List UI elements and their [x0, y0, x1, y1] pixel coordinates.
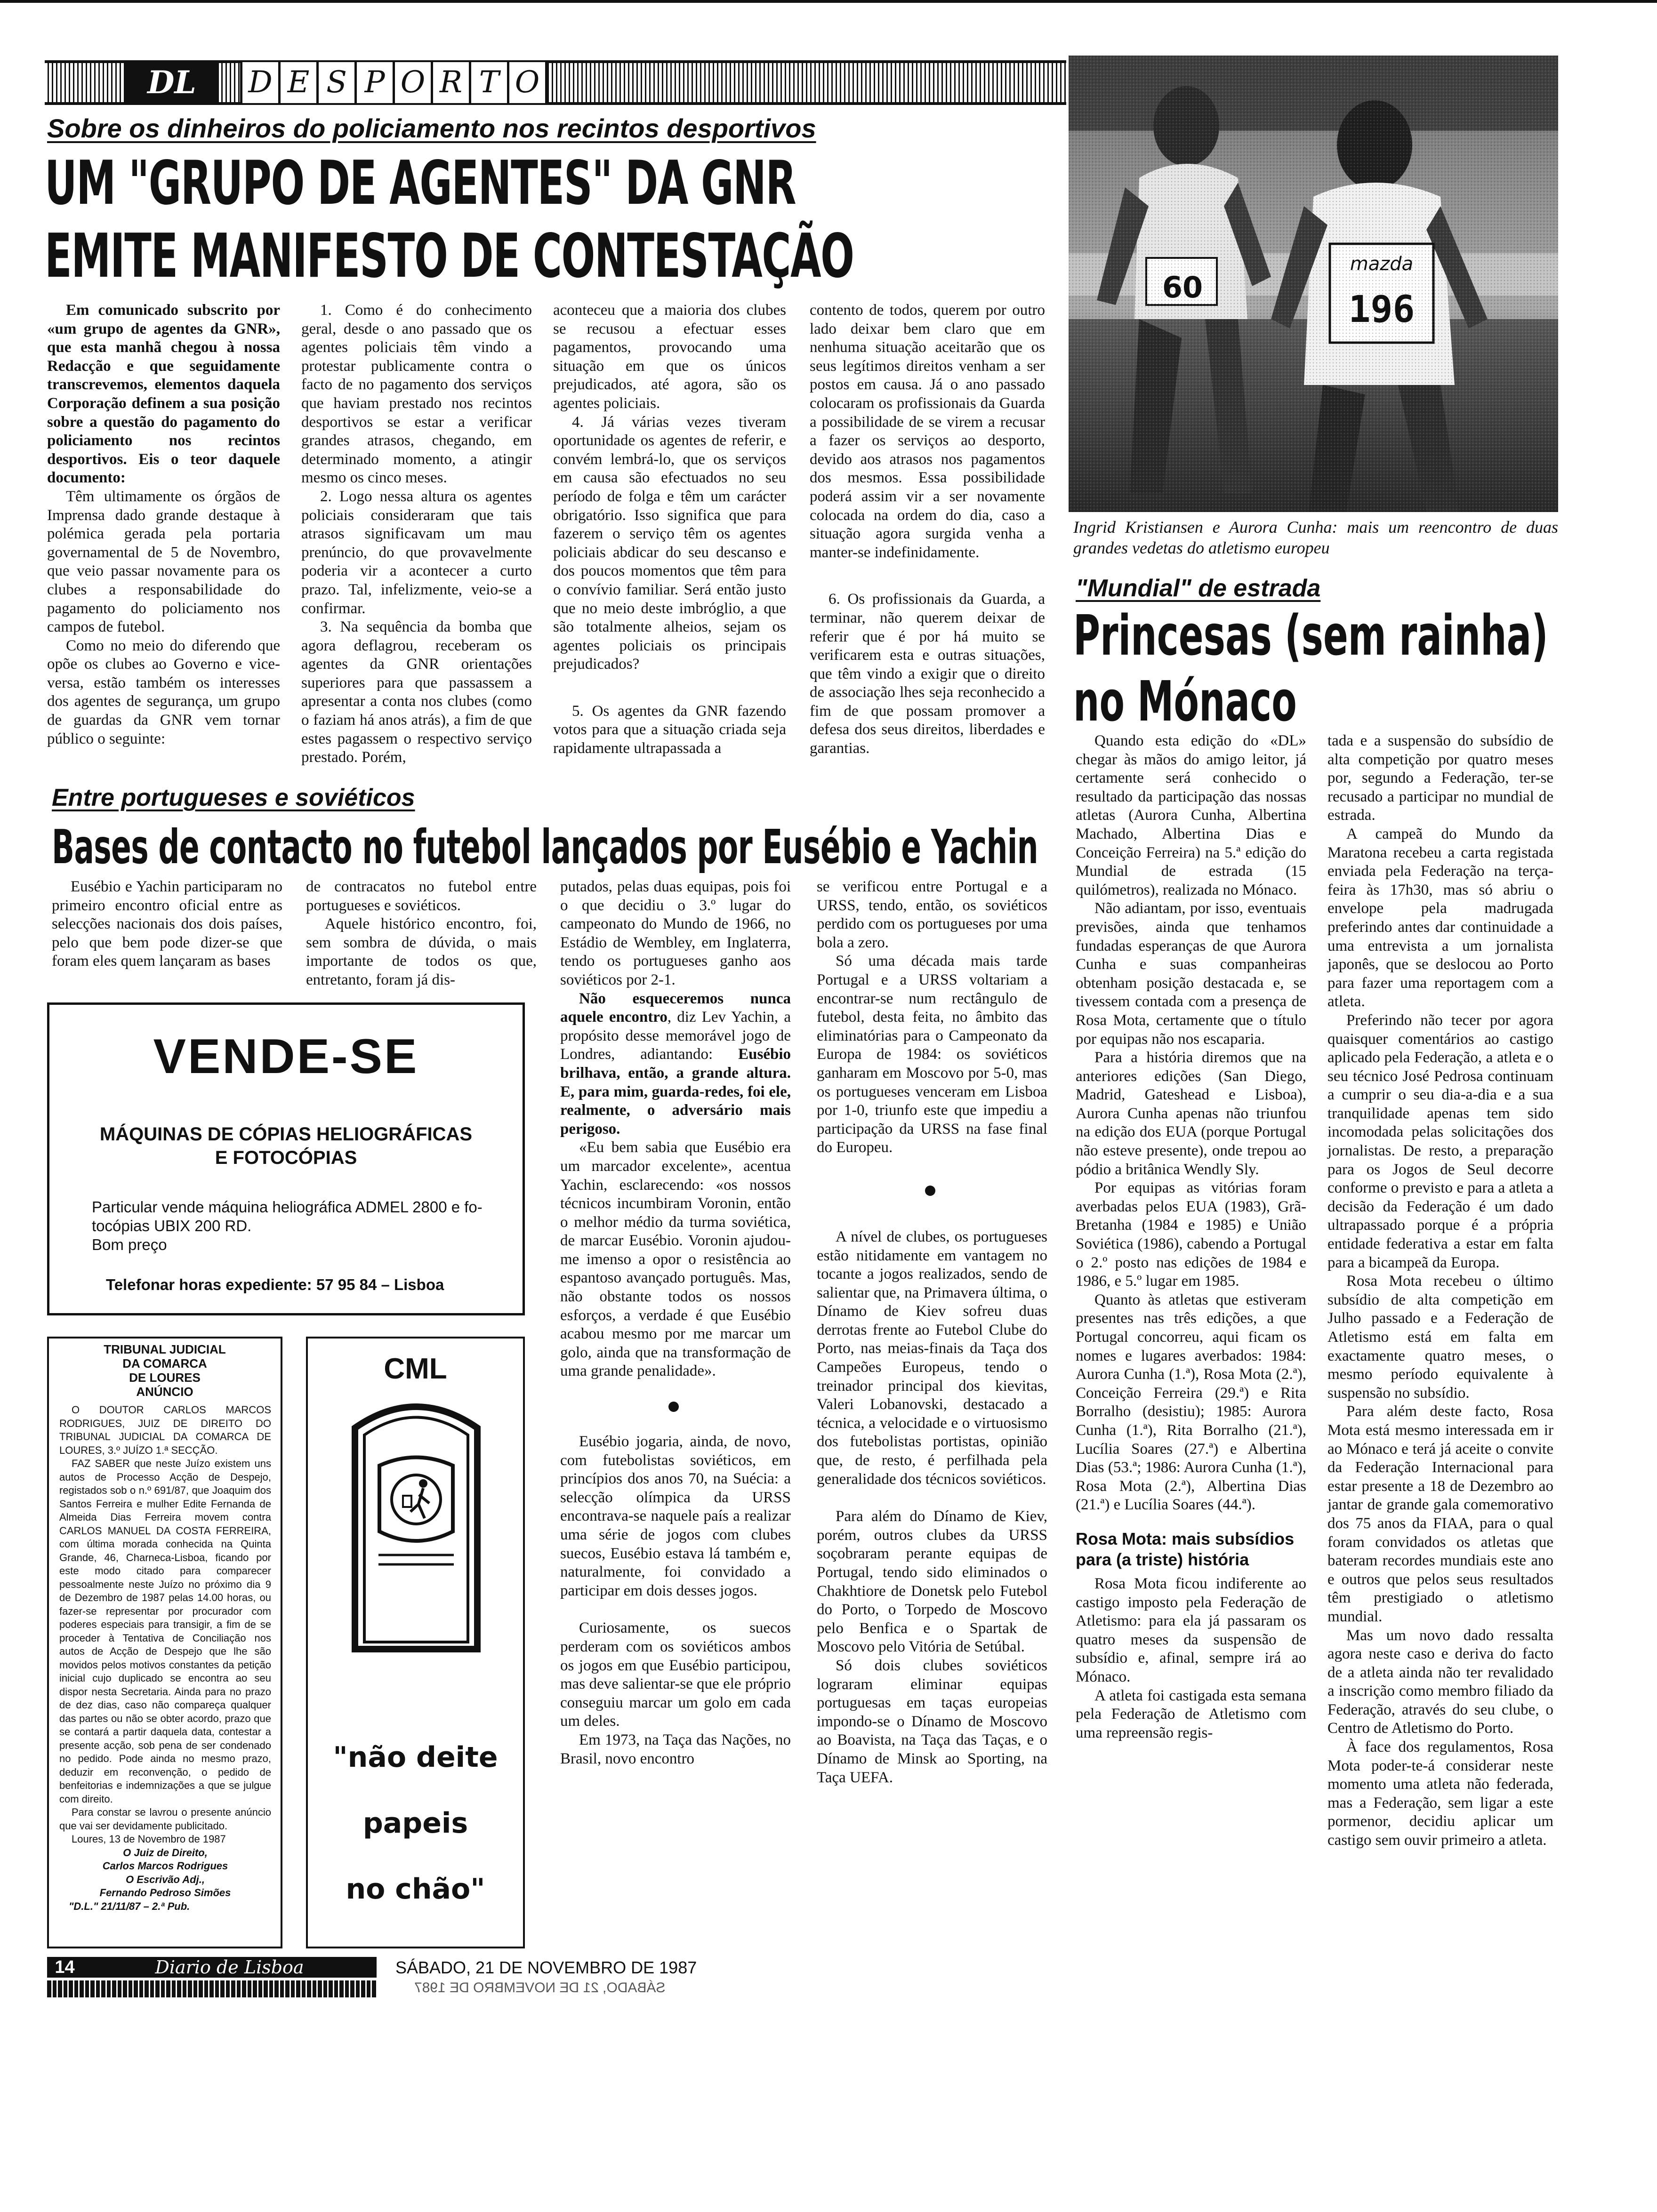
main-headline-line1: UM "GRUPO DE AGENTES" DA GNR: [45, 148, 796, 218]
section-masthead: [45, 60, 1066, 105]
quote-rest: , diz Lev Yachin, a propósito desse memorável jogo de Londres, adiantando:: [560, 1009, 791, 1063]
section-letter: T: [469, 62, 507, 103]
cml-ad: [306, 1337, 525, 1948]
football-col-2: [306, 878, 537, 990]
paper-name: Diario de Lisboa: [82, 1957, 377, 1978]
paragraph: Quando esta edição do «DL» chegar às mãos do amigo leitor, já certamente será conhecido o resultado da participação das nossas atletas (Aurora Cunha, Albertina Machado, Albertina Dias e Conceição Ferreira) na 5.ª edição do Mundial de estrada (15 quilómetros), realizada no Mónaco.: [1076, 732, 1306, 898]
paragraph: Eusébio jogaria, ainda, de novo, com futebolistas soviéticos, em princípios dos anos 70, na Suécia: a selecção olímpica da URSS encontrava-se naquele país a realizar uma série de jogos com clubes suecos, Eusébio estava lá também e, naturalmente, foi convidado a participar em dois desses jogos.: [560, 1433, 791, 1599]
slogan-line: "não deite: [333, 1741, 498, 1774]
top-edge-rule: [0, 0, 1657, 3]
section-name: [240, 62, 547, 103]
tribunal-signature: [59, 1846, 271, 1900]
paragraph: O DOUTOR CARLOS MARCOS RODRIGUES, JUIZ DE DIREITO DO TRIBUNAL JUDICIAL DA COMARCA DE LOURES, 3.º JUÍZO 1.ª SECÇÃO.: [59, 1404, 271, 1456]
paragraph: 4. Já várias vezes tiveram oportunidade os agentes de referir, e convém lembrá-lo, que os serviços em causa são efectuados no seu período de folga e têm um carácter obrigatório. Isso significa que para fazerem o serviço têm os agentes policiais abdicar do seu descanso e dos poucos momentos que têm para o convívio familiar. Será então justo que no meio deste imbróglio, a que são totalmente alheios, sejam os agentes policiais os principais prejudicados?: [553, 413, 786, 673]
separator-dot: [560, 1381, 791, 1433]
main-col-4: [810, 301, 1045, 758]
main-kicker: Sobre os dinheiros do policiamento nos recintos desportivos: [47, 113, 816, 143]
section-letter: P: [354, 62, 393, 103]
ad-body-line3: Bom preço: [92, 1236, 167, 1253]
footer-bleed-text: SÁBADO, 21 DE NOVEMBRO DE 1987: [414, 1980, 666, 1996]
paragraph: tada e a suspensão do subsídio de alta competição por quatro meses por, segundo a Federação, ter-se recusado a participar no mundial de estrada.: [1327, 732, 1553, 824]
paragraph: Não adiantam, por isso, eventuais previsões, ainda que tenhamos fundadas esperanças de que Aurora Cunha e suas companheiras obtenham posição destacada e, se tivessem contada com a presença de Rosa Mota, certamente que o título por equipas não nos escaparia.: [1076, 900, 1306, 1048]
paragraph: Para constar se lavrou o presente anúncio que vai ser devidamente publicitado.: [59, 1806, 271, 1832]
paragraph: Quanto às atletas que estiveram presentes nas três edições, a que Portugal concorreu, aqui ficam os nomes e lugares averbados: 1984: Aurora Cunha (1.ª), Rosa Mota (2.ª), Conceição Ferreira (29.ª) e Rita Borralho (desistiu); 1985: Aurora Cunha (1.ª), Rita Borralho (21.ª), Lucília Soares (27.ª) e Albertina Dias (53.ª; 1986: Aurora Cunha (1.ª), Rosa Mota (2.ª), Albertina Dias (21.ª) e Lucília Soares (44.ª).: [1076, 1291, 1306, 1514]
football-col-4: [817, 878, 1047, 1787]
tribunal-date: Loures, 13 de Novembro de 1987: [72, 1833, 226, 1845]
section-letter: S: [316, 62, 354, 103]
paragraph: 2. Logo nessa altura os agentes policiais consideraram que tais atrasos significavam um mau prenúncio, do que provavelmente poderia vir a acontecer a curto prazo. Tal, infelizmente, veio-se a confirmar.: [301, 488, 532, 617]
paragraph: 3. Na sequência da bomba que agora deflagrou, receberam os agentes da GNR orientações superiores para que passassem a apresentar a conta nos clubes (como o faziam há anos atrás), a fim de que estes pagassem o respectivo serviço prestado. Porém,: [301, 618, 532, 766]
photo-illustration: [1069, 56, 1558, 512]
athletes-photo: [1069, 56, 1558, 512]
signature-line: Fernando Pedroso Simões: [99, 1887, 231, 1899]
ad-subtitle-line2: E FOTOCÓPIAS: [215, 1147, 357, 1168]
main-headline-line2: EMITE MANIFESTO DE CONTESTAÇÃO: [45, 221, 854, 291]
paragraph: A atleta foi castigada esta semana pela Federação de Atletismo com uma repreensão regis-: [1076, 1687, 1306, 1741]
side-headline-line1: Princesas (sem rainha): [1073, 603, 1548, 668]
side-subhead: Rosa Mota: mais subsídios para (a triste) história: [1076, 1529, 1295, 1569]
footer-bleed-band: [47, 1980, 377, 1997]
signature-line: O Escrivão Adj.,: [126, 1873, 205, 1885]
football-col-3: [560, 878, 791, 1768]
dl-logo: DL: [125, 62, 219, 103]
paragraph: 1. Como é do conhecimento geral, desde o ano passado que os agentes policiais têm vindo a protestar publicamente contra o facto de no pagamento dos serviços que haviam prestado nos recintos desportivos se estar a verificar grandes atrasos, chegando, em determinado momento, a atingir mesmo os cinco meses.: [301, 302, 532, 487]
paragraph: contento de todos, querem por outro lado deixar bem claro que em nenhuma situação aceitarão que os seus legítimos direitos venham a ser postos em causa. Já o ano passado colocaram os profissionais da Guarda a possibilidade de se virem a recusar a fazer os serviços ao desporto, devido aos atrasos nos pagamentos dos mesmos. Essa possibilidade poderá assim vir a ser novamente colocada na ordem do dia, caso a situação agora surgida venha a manter-se indefinidamente.: [810, 302, 1045, 561]
trash-can-illustration: [327, 1395, 506, 1663]
football-headline: Bases de contacto no futebol lançados por Eusébio e Yachin: [52, 819, 1038, 874]
paragraph: Aquele histórico encontro, foi, sem sombra de dúvida, o mais importante de todos os que, entretanto, foram já dis-: [306, 915, 537, 988]
tribunal-title-line: TRIBUNAL JUDICIAL: [104, 1342, 226, 1356]
paragraph: Curiosamente, os suecos perderam com os soviéticos ambos os jogos em que Eusébio participou, mas deve salientar-se que ele próprio conseguiu marcar um golo em cada um deles.: [560, 1619, 791, 1730]
tribunal-notice: [47, 1337, 282, 1948]
football-col-1: [52, 878, 282, 971]
section-letter: R: [431, 62, 469, 103]
section-letter: O: [393, 62, 431, 103]
main-col-1: [47, 301, 280, 748]
paragraph: Só dois clubes soviéticos lograram eliminar equipas portuguesas em taças europeias impondo-se o Dínamo de Moscovo ao Boavista, na Taça das Taças, e o Dínamo de Minsk ao Sporting, na Taça UEFA.: [817, 1657, 1047, 1786]
tribunal-body: [59, 1403, 271, 1913]
main-col-2: [301, 301, 532, 767]
paragraph: Como no meio do diferendo que opõe os clubes ao Governo e vice-versa, estão também os interesses dos agentes de segurança, um grupo de guardas da GNR vem tornar público o seguinte:: [47, 637, 280, 747]
side-kicker: "Mundial" de estrada: [1076, 575, 1321, 602]
main-col-3: [553, 301, 786, 758]
page-number: 14: [47, 1957, 82, 1978]
paragraph: A campeã do Mundo da Maratona recebeu a carta registada enviada pela Federação na terça-feira às 17h30, mas só abriu o envelope pela madrugada preferindo antes dar continuidade a uma entrevista a um jornalista japonês, que se deslocou ao Porto para fazer uma reportagem com a atleta.: [1327, 825, 1553, 1010]
paragraph: FAZ SABER que neste Juízo existem uns autos de Processo Acção de Despejo, registados sob o n.º 691/87, que Joaquim dos Santos Ferreira e mulher Edite Fernanda de Almeida Dias Ferreira movem contra CARLOS MANUEL DA COSTA FERREIRA, com última morada conhecida na Quinta Grande, 46, Charneca-Lisboa, ficando por este modo citado para comparecer pessoalmente neste Juízo no próximo dia 9 de Dezembro de 1987 pelas 14.00 horas, ou fazer-se representar por procurador com poderes especiais para transigir, a fim de se proceder à Tentativa de Conciliação nos autos de Acção de Despejo que lhe são movidos pelos motivos constantes da petição inicial cujo duplicado se encontra ao seu dispor nesta Secretaria. Ainda para no prazo de dez dias, caso não compareça qualquer das partes ou não se obter acordo, prazo que se contará a partir daquela data, contestar a presente acção, sob pena de ser condenado no pedido. Pode ainda no mesmo prazo, deduzir em reconvenção, o pedido de benfeitorias e indemnizações a que se julgue com direito.: [59, 1458, 271, 1805]
paragraph: Mas um novo dado ressalta agora neste caso e deriva do facto de a atleta ainda não ter revalidado a inscrição como membro filiado da Federação, através do seu clube, o Centro de Atletismo do Porto.: [1327, 1627, 1553, 1737]
quote-bold: Não esqueceremos nunca aquele encontro: [560, 990, 791, 1026]
ad-subtitle-line1: MÁQUINAS DE CÓPIAS HELIOGRÁFICAS: [99, 1124, 473, 1145]
paragraph: 6. Os profissionais da Guarda, a terminar, não querem deixar de referir que é por há muito se verificarem esta e outras situações, que têm vindo a exigir que o direito de associação lhes seja reconhecido a fim de que possam promover a defesa dos seus direitos, liberdades e garantias.: [810, 591, 1045, 757]
paragraph: de contracatos no futebol entre portugueses e soviéticos.: [306, 878, 537, 914]
quote-bold-2: Eusébio brilhava, então, a grande altura. E, para mim, guarda-redes, foi ele, realmente, o adversário mais perigoso.: [560, 1046, 791, 1138]
main-lead: Em comunicado subscrito por «um grupo de agentes da GNR», que esta manhã chegou à nossa Redacção e que seguidamente transcrevemos, elementos daquela Corporação definem a sua posição sobre a questão do pagamento do policiamento nos recintos desportivos. Eis o teor daquele documento:: [47, 302, 280, 487]
slogan-line: no chão": [346, 1873, 485, 1906]
paragraph: Para além deste facto, Rosa Mota está mesmo interessada em ir ao Mónaco e terá já aceite o convite da Federação Internacional para estar presente a 18 de Dezembro ao jantar de grande gala comemorativo dos 75 anos da FIAA, para o qual foram convidados os atletas que bateram recordes mundiais este ano e outros que pelos seus resultados têm prestigiado o atletismo mundial.: [1327, 1403, 1553, 1625]
ad-body-line2: tocópias UBIX 200 RD.: [92, 1217, 252, 1234]
tribunal-title-line: DA COMARCA: [122, 1356, 207, 1370]
ad-phone: Telefonar horas expediente: 57 95 84 – Lisboa: [106, 1276, 444, 1293]
paragraph: Só uma década mais tarde Portugal e a URSS voltariam a encontrar-se num rectângulo de futebol, desta feita, no âmbito das eliminatórias para o Campeonato da Europa de 1984: os soviéticos ganharam em Moscovo por 5-0, mas os portugueses venceram em Lisboa por 1-0, triunfo este que impediu a participação da URSS na fase final do Europeu.: [817, 953, 1047, 1156]
bib-number-left: 60: [1162, 270, 1203, 305]
paragraph: À face dos regulamentos, Rosa Mota poder-te-á considerar neste momento uma atleta não federada, mas a Federação, sem ligar a este pormenor, decidiu aplicar um castigo sem ouvir primeiro a atleta.: [1327, 1739, 1553, 1849]
section-letter: E: [278, 62, 316, 103]
tribunal-title-line: ANÚNCIO: [136, 1385, 193, 1399]
bib-number-right: 196: [1348, 289, 1415, 331]
paragraph: Em 1973, na Taça das Nações, no Brasil, novo encontro: [560, 1731, 791, 1767]
paragraph: Preferindo não tecer por agora quaisquer comentários ao castigo aplicado pela Federação, a atleta e o seu técnico José Pedrosa continuam a cumprir o seu dia-a-dia e a sua tranquilidade apenas tem sido incomodada pelas solicitações dos jornalistas. De resto, a preparação para os Jogos de Seul decorre conforme o previsto e para a atleta a decisão da Federação é um dado ultrapassado porque é a própria entidade federativa a estar em falta para a bicampeã da Europa.: [1327, 1011, 1553, 1271]
paragraph: Para a história diremos que na anteriores edições (San Diego, Madrid, Gateshead e Lisboa), Aurora Cunha apenas não triunfou na edição dos EUA (porque Portugal não esteve presente), onde trepou ao pódio a britânica Wendly Sly.: [1076, 1049, 1306, 1178]
side-headline-line2: no Mónaco: [1073, 669, 1297, 734]
cml-slogan: [308, 1724, 523, 1922]
paragraph: A nível de clubes, os portugueses estão nitidamente em vantagem no tocante a jogos realizados, sendo de salientar que, na Primavera última, o Dínamo de Kiev sofreu duas derrotas frente ao Futebol Clube do Porto, nas meias-finais da Taça dos Campeões Europeus, tendo o treinador principal dos kievitas, Valeri Lobanovski, destacado a técnica, a velocidade e o virtuosismo dos futebolistas portistas, opinião que, de resto, é perfilhada pela generalidade dos técnicos soviéticos.: [817, 1228, 1047, 1488]
tribunal-ref: "D.L." 21/11/87 – 2.ª Pub.: [69, 1900, 190, 1912]
paragraph: Rosa Mota recebeu o último subsídio de alta competição em Julho passado e a Federação de Atletismo está em falta em exactamente quatro meses, o mesmo período equivalente à suspensão no subsídio.: [1327, 1273, 1553, 1402]
slogan-line: papeis: [362, 1807, 468, 1840]
ad-body-line1: Particular vende máquina heliográfica ADMEL 2800 e fo-: [92, 1198, 483, 1216]
paragraph: Eusébio e Yachin participaram no primeiro encontro oficial entre as selecções nacionais dos dois países, pelo que bem pode dizer-se que foram eles quem lançaram as bases: [52, 878, 282, 970]
photo-caption: Ingrid Kristiansen e Aurora Cunha: mais um reencontro de duas grandes vedetas do atletismo europeu: [1073, 518, 1558, 557]
paragraph: Por equipas as vitórias foram averbadas pelos EUA (1983), Grã-Bretanha (1984 e 1985) e União Soviética (1986), cabendo a Portugal o 2.º posto nas edições de 1984 e 1986, e 5.º lugar em 1985.: [1076, 1179, 1306, 1290]
paragraph: Para além do Dínamo de Kiev, porém, outros clubes da URSS soçobraram perante equipas de Portugal, tendo sido eliminados o Chakhtiore de Donetsk pelo Futebol do Porto, o Torpedo de Moscovo pelo Benfica e o Spartak de Moscovo pelo Vitória de Setúbal.: [817, 1508, 1047, 1656]
section-letter: D: [240, 62, 278, 103]
football-kicker: Entre portugueses e soviéticos: [52, 784, 415, 811]
tribunal-title-line: DE LOURES: [129, 1370, 201, 1385]
tribunal-title: [49, 1342, 281, 1399]
section-letter: O: [507, 62, 547, 103]
vende-se-ad: [47, 1002, 525, 1315]
signature-line: O Juiz de Direito,: [123, 1846, 208, 1859]
paragraph: putados, pelas duas equipas, pois foi o que decidiu o 3.º lugar do campeonato do Mundo de 1966, no Estádio de Wembley, em Inglaterra, tendo os portugueses ganho aos soviéticos por 2-1.: [560, 878, 791, 988]
paragraph: se verificou entre Portugal e a URSS, tendo, então, os soviéticos perdido com os portugueses por uma bola a zero.: [817, 878, 1047, 951]
footer-date: SÁBADO, 21 DE NOVEMBRO DE 1987: [395, 1958, 697, 1977]
signature-line: Carlos Marcos Rodrigues: [102, 1860, 228, 1872]
paragraph: [560, 990, 791, 1139]
paragraph: aconteceu que a maioria dos clubes se recusou a efectuar esses pagamentos, provocando uma situação em que os únicos prejudicados, até agora, são os agentes policiais.: [553, 302, 786, 412]
separator-dot: [817, 1157, 1047, 1228]
paragraph: Têm ultimamente os órgãos de Imprensa dado grande destaque à polémica gerada pela portaria governamental de 5 de Novembro, que veio passar novamente para os clubes a responsabilidade do pagamento do policiamento nos campos de futebol.: [47, 488, 280, 636]
side-col-a: [1076, 732, 1306, 1742]
cml-logo: CML: [384, 1353, 447, 1385]
paragraph: «Eu bem sabia que Eusébio era um marcador excelente», acentua Yachin, esclarecendo: «os nossos técnicos incumbiram Voronin, então o melhor médio da turma soviética, de marcar Eusébio. Voronin ajudou-me imenso a opor o resistência ao espantoso avançado português. Mas, não obstante todos os nossos esforços, a verdade é que Eusébio acabou mesmo por me marcar um golo, ainda que na transformação de uma grande penalidade».: [560, 1139, 791, 1380]
paragraph: 5. Os agentes da GNR fazendo votos para que a situação criada seja rapidamente ultrapassada a: [553, 702, 786, 757]
ad-title: VENDE-SE: [153, 1029, 419, 1084]
bib-sponsor: mazda: [1350, 253, 1414, 275]
page-footer: [47, 1957, 847, 1978]
paragraph: Rosa Mota ficou indiferente ao castigo imposto pela Federação de Atletismo: para ela já passaram os quatro meses da suspensão de subsídio e, afinal, sempre irá ao Mónaco.: [1076, 1575, 1306, 1685]
side-col-b: [1327, 732, 1553, 1850]
